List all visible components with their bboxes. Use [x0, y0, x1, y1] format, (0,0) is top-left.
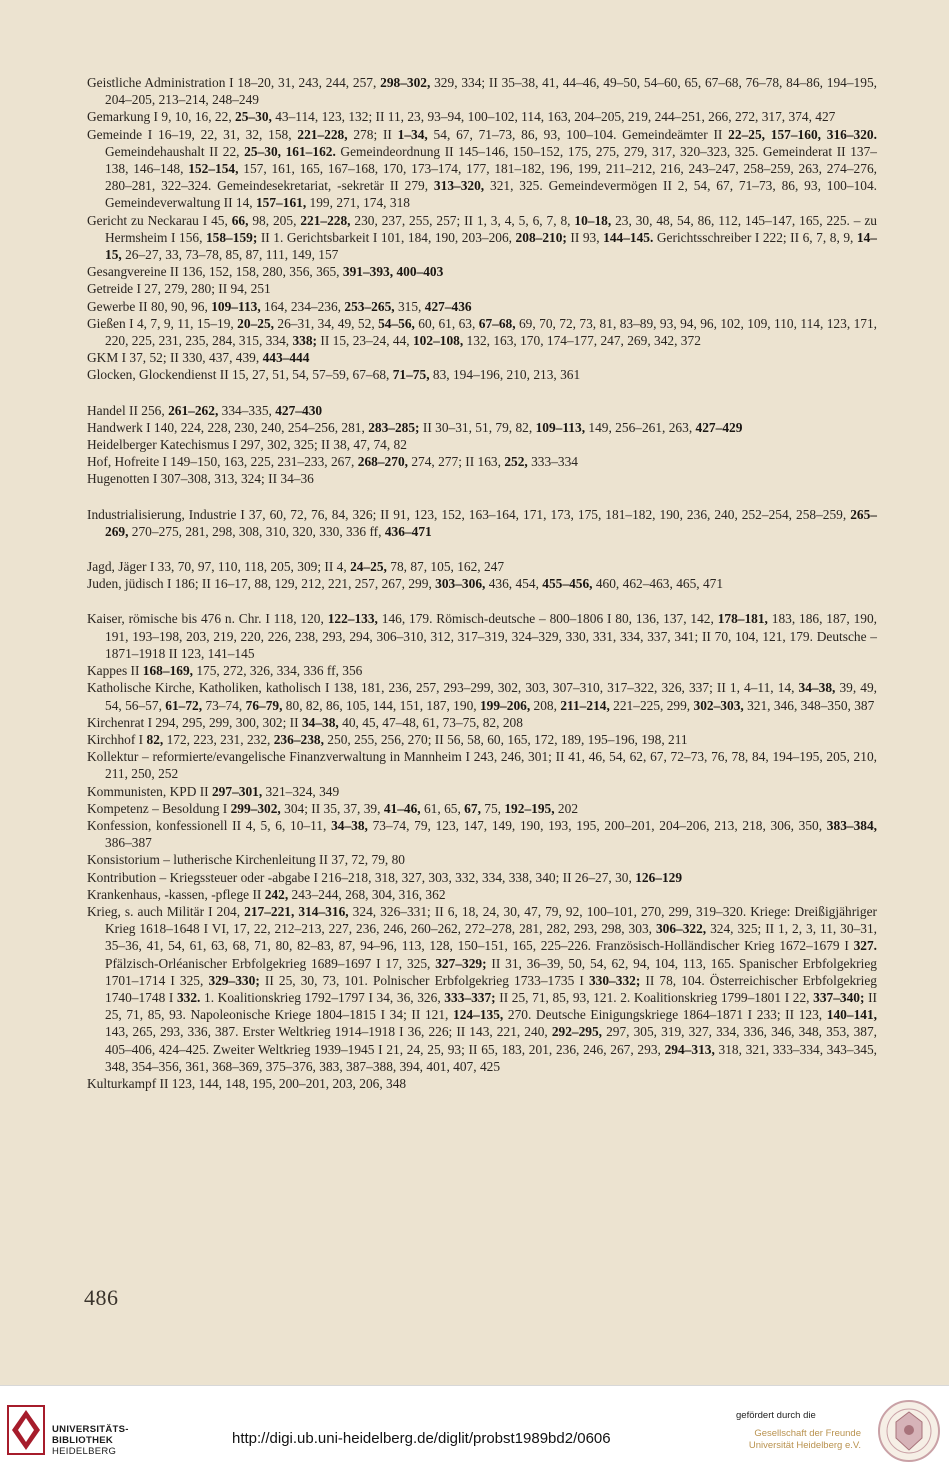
- main-reference: 41–46,: [383, 800, 421, 816]
- entry-text: 1. Koalitionskrieg 1792–1797 I 34, 36, 326,: [200, 989, 445, 1005]
- entry-text: Jagd, Jäger I 33, 70, 97, 110, 118, 205, 309; II 4,: [87, 559, 351, 575]
- index-entry: [87, 402, 877, 419]
- index-entry: [87, 714, 877, 731]
- main-reference: 261–262,: [168, 402, 219, 418]
- entry-text: 324, 326–331; II 6, 18, 24, 30, 47, 79, 92, 100–101, 270, 299, 319–320. Kriege: Dreißigjähriger Krieg 1618–1648 I VI, 17, 22, 212–213, 227, 236, 246, 260–262, 272–278, 281, 282, 293, 298, 303,: [105, 903, 878, 937]
- entry-text: Industrialisierung, Industrie I 37, 60, 72, 76, 84, 326; II 91, 123, 152, 163–164, 171, 173, 175, 181–182, 190, 236, 240, 252–254, 258–259,: [87, 506, 851, 522]
- entry-text: 436, 454,: [485, 576, 543, 592]
- library-name: [52, 1424, 129, 1457]
- main-reference: 82,: [146, 731, 164, 747]
- library-name-line: UNIVERSITÄTS-: [52, 1424, 129, 1435]
- entry-text: Hof, Hofreite I 149–150, 163, 225, 231–233, 267,: [87, 454, 358, 470]
- entry-text: II 25, 30, 73, 101. Polnischer Erbfolgekrieg 1733–1735 I: [259, 972, 589, 988]
- entry-text: 333–334: [527, 454, 578, 470]
- main-reference: 109–113,: [535, 419, 586, 435]
- entry-text: II 25, 71, 85, 93, 121. 2. Koalitionskrieg 1799–1801 I 22,: [495, 989, 814, 1005]
- entry-text: 132, 163, 170, 174–177, 247, 269, 342, 372: [463, 333, 701, 349]
- main-reference: 208–210;: [515, 229, 567, 245]
- entry-text: Kommunisten, KPD II: [87, 783, 212, 799]
- sponsor-name-line: Gesellschaft der Freunde: [754, 1428, 861, 1439]
- main-reference: 253–265,: [344, 298, 395, 314]
- main-reference: 427–429: [695, 419, 743, 435]
- entry-text: 75,: [480, 800, 505, 816]
- entry-text: 60, 61, 63,: [414, 315, 479, 331]
- main-reference: 192–195,: [504, 800, 555, 816]
- entry-text: Gerichtsschreiber I 222; II 6, 7, 8, 9,: [653, 229, 857, 245]
- entry-text: Handel II 256,: [87, 402, 169, 418]
- index-entry: [87, 506, 877, 540]
- entry-text: 334–335,: [218, 402, 276, 418]
- library-name-line: BIBLIOTHEK: [52, 1435, 114, 1446]
- entry-text: Gemarkung I 9, 10, 16, 22,: [87, 109, 236, 125]
- main-reference: 25–30,: [235, 109, 272, 125]
- index-entry: [87, 851, 877, 868]
- main-reference: 1–34,: [397, 126, 428, 142]
- main-reference: 10–18,: [574, 212, 612, 228]
- index-entry: [87, 1075, 877, 1092]
- entry-text: 202: [554, 800, 579, 816]
- main-reference: 338;: [292, 333, 318, 349]
- entry-text: Juden, jüdisch I 186; II 16–17, 88, 129, 212, 221, 257, 267, 299,: [87, 576, 436, 592]
- entry-text: 329, 334; II 35–38, 41, 44–46, 49–50, 54–60, 65, 67–68, 76–78, 84–86, 194–195, 204–205, 213–214, 248–249: [105, 75, 877, 108]
- main-reference: 313–320,: [433, 178, 485, 194]
- main-reference: 34–38,: [798, 680, 836, 696]
- index-entry: [87, 817, 877, 851]
- entry-text: Kompetenz – Besoldung I: [87, 800, 231, 816]
- entry-text: II 1. Gerichtsbarkeit I 101, 184, 190, 203–206,: [257, 229, 516, 245]
- university-seal-icon: [876, 1398, 942, 1464]
- main-reference: 297–301,: [211, 783, 263, 799]
- index-entry: [87, 886, 877, 903]
- index-entry: [87, 108, 877, 125]
- main-reference: 299–302,: [230, 800, 281, 816]
- main-reference: 292–295,: [551, 1024, 603, 1040]
- entry-text: 146, 179. Römisch-deutsche – 800–1806 I 80, 136, 137, 142,: [377, 611, 718, 627]
- main-reference: 71–75,: [392, 367, 430, 383]
- main-reference: 455–456,: [542, 576, 593, 592]
- entry-text: Kirchenrat I 294, 295, 299, 300, 302; II: [87, 714, 302, 730]
- main-reference: 327.: [853, 938, 877, 954]
- entry-text: 304; II 35, 37, 39,: [280, 800, 384, 816]
- entry-text: 321, 346, 348–350, 387: [743, 697, 875, 713]
- main-reference: 337–340;: [813, 989, 865, 1005]
- entry-text: Konfession, konfessionell II 4, 5, 6, 10–11,: [87, 817, 332, 833]
- index-entry: [87, 315, 877, 349]
- main-reference: 427–430: [275, 402, 323, 418]
- entry-text: 321, 325. Gemeindevermögen II 2, 54, 67, 71–73, 86, 93, 100–104. Gemeindeverwaltung II 14,: [105, 178, 877, 211]
- entry-text: 26–31, 34, 49, 52,: [274, 315, 379, 331]
- entry-text: Pfälzisch-Orléanischer Erbfolgekrieg 1689–1697 I 17, 325,: [105, 955, 436, 971]
- index-entry: [87, 349, 877, 366]
- entry-text: GKM I 37, 52; II 330, 437, 439,: [87, 350, 263, 366]
- entry-text: 172, 223, 231, 232,: [163, 731, 274, 747]
- main-reference: 152–154,: [188, 161, 239, 177]
- entry-text: 98, 205,: [248, 212, 301, 228]
- main-reference: 109–113,: [211, 298, 261, 314]
- entry-text: II 93,: [566, 229, 604, 245]
- entry-text: Getreide I 27, 279, 280; II 94, 251: [87, 281, 271, 297]
- main-reference: 391–393, 400–403: [342, 264, 444, 280]
- entry-text: 297, 305, 319, 327, 334, 336, 346, 348, 353, 387, 405–406, 424–425. Zweiter Weltkrieg 1939–1945 I 21, 24, 25, 93; II 65, 183, 201, 236, 246, 267, 293,: [105, 1024, 878, 1057]
- entry-text: Krankenhaus, -kassen, -pflege II: [87, 886, 265, 902]
- entry-text: 39, 49, 54, 56–57,: [105, 680, 877, 713]
- entry-text: Katholische Kirche, Katholiken, katholisch I 138, 181, 236, 257, 293–299, 302, 303, 307–310, 317–322, 326, 337; II 1, 4–11, 14,: [87, 680, 799, 696]
- index-entry: [87, 126, 877, 212]
- index-entry: [87, 74, 877, 108]
- entry-text: 274, 277; II 163,: [407, 454, 505, 470]
- entry-text: II 15, 23–24, 44,: [317, 333, 413, 349]
- index-entry: [87, 212, 877, 264]
- library-name-line: HEIDELBERG: [52, 1446, 117, 1457]
- entry-text: 243–244, 268, 304, 316, 362: [288, 886, 446, 902]
- main-reference: 14–15,: [105, 229, 877, 263]
- main-reference: 67–68,: [478, 315, 516, 331]
- entry-text: 324, 325; II 1, 2, 3, 11, 30–31, 35–36, 41, 54, 61, 63, 68, 71, 80, 82–83, 87, 94–96, 113, 128, 150–151, 165, 225–226. Französisch-Holländischer Krieg 1672–1679 I: [105, 921, 877, 954]
- index-entry: [87, 731, 877, 748]
- index-entry: [87, 470, 877, 487]
- main-reference: 221–228,: [297, 126, 348, 142]
- entry-text: Gießen I 4, 7, 9, 11, 15–19,: [87, 315, 238, 331]
- entry-text: II 78, 104. Österreichischer Erbfolgekrieg 1740–1748 I: [105, 972, 877, 1005]
- entry-text: 157, 161, 165, 167–168, 170, 173–174, 177, 181–182, 196, 199, 211–212, 216, 243–247, 258–259, 263, 274–276, 280–281, 322–324. Gemeindesekretariat, -sekretär II 279,: [105, 161, 877, 194]
- index-entry: [87, 453, 877, 470]
- entry-text: Gesangvereine II 136, 152, 158, 280, 356, 365,: [87, 264, 343, 280]
- main-reference: 265–269,: [105, 506, 877, 539]
- main-reference: 34–38,: [301, 714, 339, 730]
- entry-text: 208,: [530, 697, 561, 713]
- main-reference: 333–337;: [444, 989, 496, 1005]
- main-reference: 158–159;: [205, 229, 258, 245]
- main-reference: 61–72,: [165, 697, 203, 713]
- entry-text: 73–74, 79, 123, 147, 149, 190, 193, 195, 200–201, 204–206, 213, 218, 306, 350,: [367, 817, 827, 833]
- sponsor-label: gefördert durch die: [736, 1410, 816, 1421]
- entry-text: 315,: [394, 298, 425, 314]
- entry-text: Kontribution – Kriegssteuer oder -abgabe I 216–218, 318, 327, 303, 332, 334, 338, 340; II 26–27, 30,: [87, 869, 636, 885]
- section-gap: [87, 384, 877, 402]
- main-reference: 157–161,: [255, 195, 307, 211]
- entry-text: 80, 82, 86, 105, 144, 151, 187, 190,: [282, 697, 480, 713]
- main-reference: 330–332;: [588, 972, 641, 988]
- sponsor-name-line: Universität Heidelberg e.V.: [748, 1440, 861, 1451]
- main-reference: 217–221, 314–316,: [244, 903, 349, 919]
- entry-text: 183, 186, 187, 190, 191, 193–198, 203, 219, 220, 226, 238, 293, 294, 306–310, 312, 317–319, 324–329, 330, 331, 334, 337, 341; II 70, 104, 121, 179. Deutsche – 1871–1918 II 123, 141–145: [105, 611, 877, 661]
- section-gap: [87, 488, 877, 506]
- main-reference: 327–329;: [435, 955, 487, 971]
- index-entry: [87, 610, 877, 662]
- main-reference: 20–25,: [237, 315, 274, 331]
- entry-text: 23, 30, 48, 54, 86, 112, 145–147, 165, 225. – zu Hermsheim I 156,: [105, 212, 877, 245]
- entry-text: Krieg, s. auch Militär I 204,: [87, 903, 245, 919]
- main-reference: 76–79,: [245, 697, 283, 713]
- entry-text: 175, 272, 326, 334, 336 ff, 356: [193, 663, 363, 679]
- index-list: [87, 74, 877, 1092]
- entry-text: Heidelberger Katechismus I 297, 302, 325; II 38, 47, 74, 82: [87, 437, 407, 453]
- entry-text: Gewerbe II 80, 90, 96,: [87, 298, 212, 314]
- main-reference: 178–181,: [717, 611, 768, 627]
- main-reference: 306–322,: [655, 921, 707, 937]
- index-entry: [87, 903, 877, 1075]
- index-entry: [87, 679, 877, 713]
- index-entry: [87, 575, 877, 592]
- entry-text: 43–114, 123, 132; II 11, 23, 93–94, 100–102, 114, 163, 204–205, 219, 244–251, 266, 272, 317, 374, 427: [271, 109, 836, 125]
- main-reference: 268–270,: [357, 454, 408, 470]
- index-entry: [87, 558, 877, 575]
- entry-text: Kulturkampf II 123, 144, 148, 195, 200–201, 203, 206, 348: [87, 1075, 407, 1091]
- main-reference: 443–444: [262, 350, 310, 366]
- entry-text: Kappes II: [87, 663, 143, 679]
- entry-text: 321–324, 349: [262, 783, 340, 799]
- main-reference: 427–436: [424, 298, 472, 314]
- entry-text: 61, 65,: [420, 800, 465, 816]
- page-number: 486: [84, 1285, 119, 1310]
- entry-text: 221–225, 299,: [609, 697, 694, 713]
- entry-text: 69, 70, 72, 73, 81, 83–89, 93, 94, 96, 102, 109, 110, 114, 123, 171, 220, 225, 231, 235, 284, 315, 334,: [105, 315, 878, 349]
- main-reference: 140–141,: [826, 1007, 877, 1023]
- index-entry: [87, 800, 877, 817]
- main-reference: 302–303,: [693, 697, 744, 713]
- index-entry: [87, 366, 877, 383]
- entry-text: 26–27, 33, 73–78, 85, 87, 111, 149, 157: [121, 247, 339, 263]
- entry-text: 460, 462–463, 465, 471: [592, 576, 724, 592]
- main-reference: 67,: [464, 800, 481, 816]
- main-reference: 124–135,: [453, 1007, 504, 1023]
- main-reference: 168–169,: [142, 663, 193, 679]
- entry-text: 78, 87, 105, 162, 247: [386, 559, 505, 575]
- main-reference: 102–108,: [412, 333, 464, 349]
- index-entry: [87, 748, 877, 782]
- main-reference: 34–38,: [331, 817, 368, 833]
- index-entry: [87, 869, 877, 886]
- main-reference: 242,: [264, 886, 289, 902]
- entry-text: Geistliche Administration I 18–20, 31, 243, 244, 257,: [87, 75, 381, 90]
- entry-text: II 30–31, 51, 79, 82,: [419, 419, 536, 435]
- main-reference: 199–206,: [479, 697, 531, 713]
- entry-text: 270–275, 281, 298, 308, 310, 320, 330, 336 ff,: [128, 523, 385, 539]
- main-reference: 24–25,: [350, 559, 387, 575]
- index-entry: [87, 280, 877, 297]
- main-reference: 22–25, 157–160, 316–320.: [728, 126, 877, 142]
- main-reference: 54–56,: [378, 315, 415, 331]
- entry-text: 149, 256–261, 263,: [585, 419, 696, 435]
- entry-text: 270. Deutsche Einigungskriege 1864–1871 I 233; II 123,: [503, 1007, 827, 1023]
- main-reference: 383–384,: [826, 817, 878, 833]
- main-reference: 236–238,: [273, 731, 324, 747]
- entry-text: 54, 67, 71–73, 86, 93, 100–104. Gemeindeämter II: [427, 126, 729, 142]
- main-reference: 332.: [176, 989, 201, 1005]
- library-logo-icon: [6, 1402, 46, 1458]
- index-entry: [87, 783, 877, 800]
- section-gap: [87, 540, 877, 558]
- entry-text: 83, 194–196, 210, 213, 361: [429, 367, 581, 383]
- main-reference: 329–330;: [208, 972, 260, 988]
- entry-text: 386–387: [105, 835, 152, 851]
- entry-text: 164, 234–236,: [260, 298, 345, 314]
- index-entry: [87, 298, 877, 315]
- main-reference: 283–285;: [368, 419, 420, 435]
- index-entry: [87, 419, 877, 436]
- entry-text: 318, 321, 333–334, 343–345, 348, 354–356, 361, 368–369, 375–376, 383, 387–388, 394, 401, 407, 425: [105, 1041, 877, 1074]
- entry-text: 278; II: [347, 126, 398, 142]
- entry-text: Gemeinde I 16–19, 22, 31, 32, 158,: [87, 126, 298, 142]
- entry-text: 73–74,: [202, 697, 246, 713]
- entry-text: Handwerk I 140, 224, 228, 230, 240, 254–256, 281,: [87, 419, 369, 435]
- entry-text: Kirchhof I: [87, 731, 147, 747]
- entry-text: 143, 265, 293, 336, 387. Erster Weltkrieg 1914–1918 I 36, 226; II 143, 221, 240,: [105, 1024, 552, 1040]
- entry-text: 230, 237, 255, 257; II 1, 3, 4, 5, 6, 7, 8,: [350, 212, 575, 228]
- entry-text: Kollektur – reformierte/evangelische Finanzverwaltung in Mannheim I 243, 246, 301; II 41, 46, 54, 62, 67, 72–73, 76, 78, 84, 194–195, 205, 210, 211, 250, 252: [87, 749, 877, 782]
- main-reference: 303–306,: [435, 576, 486, 592]
- main-reference: 436–471: [384, 523, 432, 539]
- main-reference: 122–133,: [327, 611, 378, 627]
- main-reference: 144–145.: [603, 229, 654, 245]
- entry-text: 40, 45, 47–48, 61, 73–75, 82, 208: [338, 714, 523, 730]
- main-reference: 126–129: [635, 869, 683, 885]
- section-gap: [87, 592, 877, 610]
- index-entry: [87, 263, 877, 280]
- main-reference: 298–302,: [380, 75, 431, 90]
- entry-text: Konsistorium – lutherische Kirchenleitung II 37, 72, 79, 80: [87, 852, 405, 868]
- index-entry: [87, 662, 877, 679]
- source-url-link[interactable]: http://digi.ub.uni-heidelberg.de/diglit/probst1989bd2/0606: [232, 1430, 611, 1447]
- entry-text: Gemeindeordnung II 145–146, 150–152, 175, 275, 279, 317, 320–323, 325. Gemeinderat II 137–138, 146–148,: [105, 143, 878, 177]
- main-reference: 25–30, 161–162.: [244, 143, 336, 159]
- main-reference: 66,: [231, 212, 249, 228]
- entry-text: II 31, 36–39, 50, 54, 62, 94, 104, 113, 165. Spanischer Erbfolgekrieg 1701–1714 I 325,: [105, 955, 877, 988]
- entry-text: Gemeindehaushalt II 22,: [105, 143, 245, 159]
- entry-text: Glocken, Glockendienst II 15, 27, 51, 54, 57–59, 67–68,: [87, 367, 393, 383]
- main-reference: 252,: [504, 454, 528, 470]
- entry-text: Hugenotten I 307–308, 313, 324; II 34–36: [87, 471, 314, 487]
- digitization-footer: [0, 1385, 949, 1477]
- main-reference: 221–228,: [300, 212, 351, 228]
- entry-text: 250, 255, 256, 270; II 56, 58, 60, 165, 172, 189, 195–196, 198, 211: [323, 731, 688, 747]
- entry-text: II 25, 71, 85, 93. Napoleonische Kriege 1804–1815 I 34; II 121,: [105, 989, 877, 1023]
- entry-text: 199, 271, 174, 318: [306, 195, 410, 211]
- entry-text: Gericht zu Neckarau I 45,: [87, 212, 232, 228]
- main-reference: 211–214,: [560, 697, 610, 713]
- main-reference: 294–313,: [664, 1041, 715, 1057]
- entry-text: Kaiser, römische bis 476 n. Chr. I 118, 120,: [87, 611, 328, 627]
- index-entry: [87, 436, 877, 453]
- sponsor-name: [749, 1428, 861, 1452]
